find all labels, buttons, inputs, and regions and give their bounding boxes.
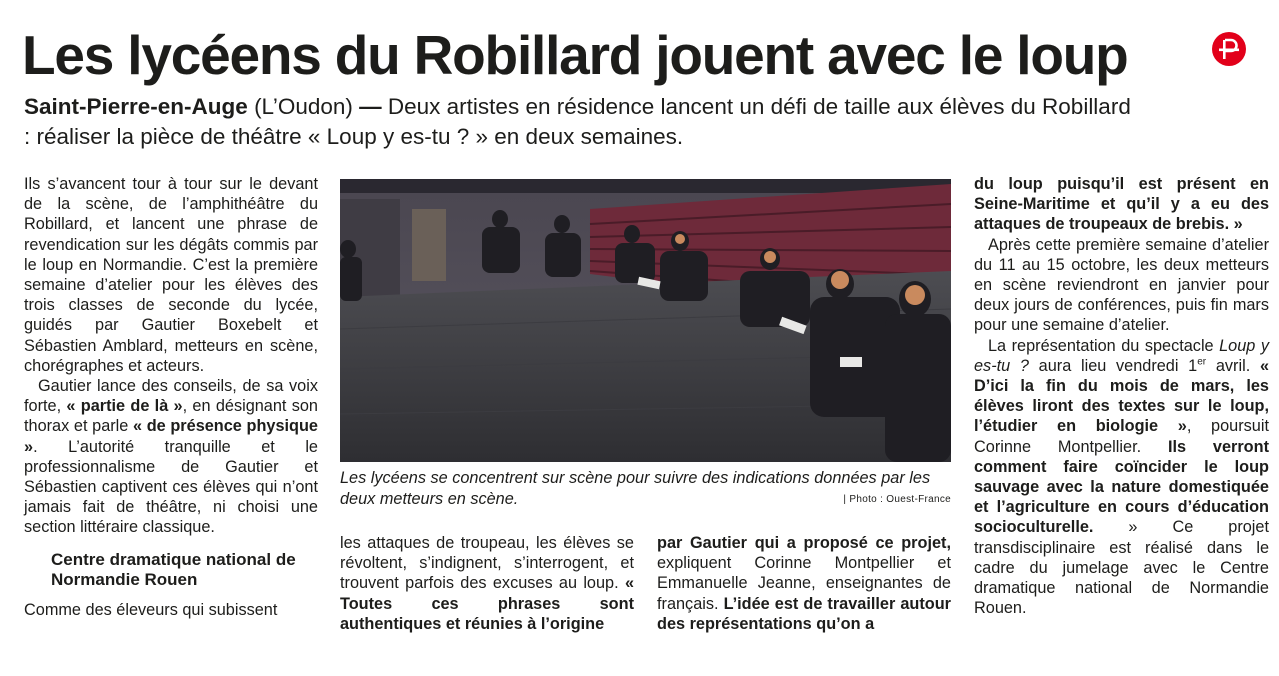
- paragraph: [24, 376, 318, 538]
- quote-paragraph: du loup puisqu’il est présent en Seine-Maritime et qu’il y a eu des attaques de troupeaux de brebis. »: [974, 175, 1269, 234]
- quote: « de présence physique »: [24, 417, 318, 456]
- text: Gautier lance des conseils, de sa voix forte,: [24, 377, 318, 416]
- text: . L’autorité tranquille et le professionnalisme de Gautier et Sébastien captivent ces élèves qui n’ont jamais fait de théâtre, ni choisi une section littéraire classique.: [24, 437, 318, 537]
- quote: Ils verront comment faire coïncider le loup sauvage avec la nature domestiquée et l’agriculture en cours d’éducation socioculturelle.: [974, 437, 1269, 537]
- quote: « D’ici la fin du mois de mars, les élèves liront des textes sur le loup, l’étudier en biologie »: [974, 356, 1269, 436]
- ordinal-suffix: er: [1197, 356, 1207, 368]
- text: avril.: [1206, 356, 1260, 375]
- text: expliquent Corinne Montpellier et Emmanuelle Jeanne, enseignantes de français.: [657, 554, 951, 613]
- paragraph: [974, 336, 1269, 619]
- photo-credit: | Photo : Ouest-France: [843, 494, 951, 505]
- quote: « partie de là »: [66, 397, 183, 416]
- paragraph: [657, 533, 951, 634]
- article-column-2: [340, 533, 634, 634]
- quote: L’idée est de travailler autour des représentations qu’on a: [657, 594, 951, 633]
- standfirst: [24, 92, 1134, 152]
- paragraph: Comme des éleveurs qui subissent: [24, 600, 278, 619]
- dateline-place: Saint-Pierre-en-Auge: [24, 94, 248, 119]
- quote: par Gautier qui a proposé ce projet,: [657, 534, 951, 552]
- article-column-3: [657, 533, 951, 634]
- article-photo: [340, 179, 951, 462]
- text: , poursuit Corinne Montpellier.: [974, 417, 1269, 456]
- show-title: Loup y es-tu ?: [974, 336, 1269, 375]
- headline: Les lycéens du Robillard jouent avec le loup: [22, 24, 1128, 86]
- text: , en désignant son thorax et parle: [24, 397, 318, 436]
- article-column-1: [24, 174, 318, 620]
- text: » Ce projet transdisciplinaire est réalisé dans le cadre du jumelage avec le Centre dramatique national de Normandie Rouen.: [974, 518, 1269, 618]
- ouest-france-logo-icon: [1212, 32, 1246, 66]
- paragraph: Ils s’avancent tour à tour sur le devant de la scène, de l’amphithéâtre du Robillard, et lancent une phrase de revendication sur les dégâts commis par le loup en Normandie. C’est la première semaine d’atelier pour les élèves des trois classes de seconde du lycée, guidés par Gautier Boxebelt et Sébastien Amblard, metteurs en scène, chorégraphes et acteurs.: [24, 175, 318, 375]
- dateline-dash: —: [352, 94, 388, 119]
- article-column-4: [974, 174, 1269, 618]
- quote: « Toutes ces phrases sont authentiques et réunies à l’origine: [340, 574, 634, 633]
- paragraph: [340, 533, 634, 634]
- dateline-locality: (L’Oudon): [254, 94, 353, 119]
- paragraph: Après cette première semaine d’atelier du 11 au 15 octobre, les deux metteurs en scène reviendront en janvier pour deux jours de conférences, puis fin mars pour une semaine d’atelier.: [974, 235, 1269, 335]
- standfirst-text: Deux artistes en résidence lancent un défi de taille aux élèves du Robillard : réaliser la pièce de théâtre « Loup y es-tu ? » en deux semaines.: [24, 94, 1131, 149]
- subheading: Centre dramatique national de Normandie Rouen: [51, 549, 296, 589]
- text: les attaques de troupeau, les élèves se révoltent, s’indignent, s’interrogent, et trouvent parfois des excuses au loup.: [340, 534, 634, 593]
- text: aura lieu vendredi 1: [1028, 356, 1198, 375]
- photo-caption: Les lycéens se concentrent sur scène pour suivre des indications données par les deux metteurs en scène.: [340, 469, 931, 508]
- text: La représentation du spectacle: [988, 336, 1220, 355]
